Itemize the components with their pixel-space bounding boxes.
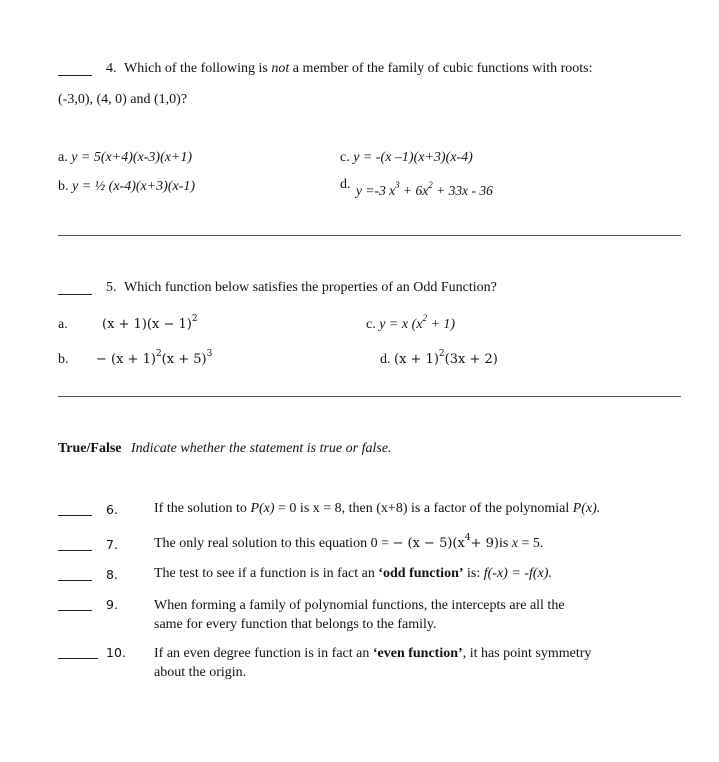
q5-question-text: Which function below satisfies the properties of an Odd Function? bbox=[124, 280, 497, 295]
q5-option-a-letter: a. bbox=[58, 317, 68, 332]
q4-option-a-text: y = 5(x+4)(x-3)(x+1) bbox=[71, 150, 193, 165]
tf-item-7-number: 7. bbox=[106, 537, 118, 552]
q4-option-b-letter: b. bbox=[58, 179, 69, 194]
separator-q5 bbox=[58, 396, 681, 397]
tf-item-9-number: 9. bbox=[106, 597, 118, 612]
q5-option-d bbox=[380, 349, 498, 368]
q4-text-emphasis: not bbox=[271, 61, 290, 76]
q4-option-a bbox=[58, 150, 192, 166]
q5-option-b-letter: b. bbox=[58, 352, 69, 367]
answer-blank-q7[interactable] bbox=[58, 550, 92, 551]
q4-number: 4. bbox=[106, 61, 117, 76]
answer-blank-q6[interactable] bbox=[58, 515, 92, 516]
q5-option-c bbox=[366, 313, 456, 333]
q5-option-d-text: $(x + 1)^2(3x + 2)$ bbox=[394, 349, 498, 367]
q4-text-post: a member of the family of cubic functions with roots: bbox=[292, 61, 593, 76]
q4-option-c-text: y = -(x –1)(x+3)(x-4) bbox=[353, 150, 473, 165]
tf-item-10-number: 10. bbox=[106, 645, 126, 660]
separator-q4 bbox=[58, 235, 681, 236]
tf-item-9-text: When forming a family of polynomial functions, the intercepts are all the same for every function that belongs to the family. bbox=[154, 598, 565, 632]
q5-option-c-text: y = x $(x^2 + 1)$ bbox=[379, 313, 456, 332]
q5-option-a-text: $(x + 1)(x - 1)^2$ bbox=[102, 314, 198, 332]
q5-option-c-letter: c. bbox=[366, 317, 376, 332]
true-false-heading: True/False bbox=[58, 441, 122, 456]
q4-option-b bbox=[58, 179, 195, 195]
answer-blank-q5[interactable] bbox=[58, 294, 92, 295]
true-false-instructions: Indicate whether the statement is true or false. bbox=[131, 441, 392, 456]
q5-option-b-text: − $(x + 1)^2(x + 5)^3$ bbox=[96, 349, 213, 367]
q4-text-pre: Which of the following is bbox=[124, 61, 268, 76]
q4-question-text-line2: (-3,0), (4, 0) and (1,0)? bbox=[58, 92, 188, 107]
q4-option-c-letter: c. bbox=[340, 150, 350, 165]
tf-item-8-text: The test to see if a function is in fact an ‘odd function’ is: f(-x) = -f(x). bbox=[154, 566, 552, 581]
q5-option-d-letter: d. bbox=[380, 352, 391, 367]
q4-option-a-letter: a. bbox=[58, 150, 68, 165]
true-false-header bbox=[58, 441, 392, 457]
q4-option-d-text: y =-3 $x^3 + 6x^2 + 33x - 36$ bbox=[356, 180, 493, 198]
answer-blank-q4[interactable] bbox=[58, 75, 92, 76]
tf-item-6-text: If the solution to P(x) = 0 is x = 8, then (x+8) is a factor of the polynomial P(x). bbox=[154, 501, 601, 516]
tf-item-10-text: If an even degree function is in fact an ‘even function’, it has point symmetry about the origin. bbox=[154, 646, 592, 680]
q4-option-b-text: y = ½ (x-4)(x+3)(x-1) bbox=[72, 179, 196, 194]
answer-blank-q9[interactable] bbox=[58, 610, 92, 611]
tf-item-8-number: 8. bbox=[106, 567, 118, 582]
answer-blank-q10[interactable] bbox=[58, 658, 98, 659]
q4-option-d-letter: d. bbox=[340, 177, 351, 192]
q4-question-text bbox=[124, 61, 593, 77]
q4-option-c bbox=[340, 150, 473, 166]
tf-item-6-number: 6. bbox=[106, 502, 118, 517]
answer-blank-q8[interactable] bbox=[58, 580, 92, 581]
tf-item-7-text: The only real solution to this equation 0 = − $(x - 5)(x^4+ 9)is$ x = 5. bbox=[154, 533, 544, 551]
q5-number: 5. bbox=[106, 280, 117, 295]
